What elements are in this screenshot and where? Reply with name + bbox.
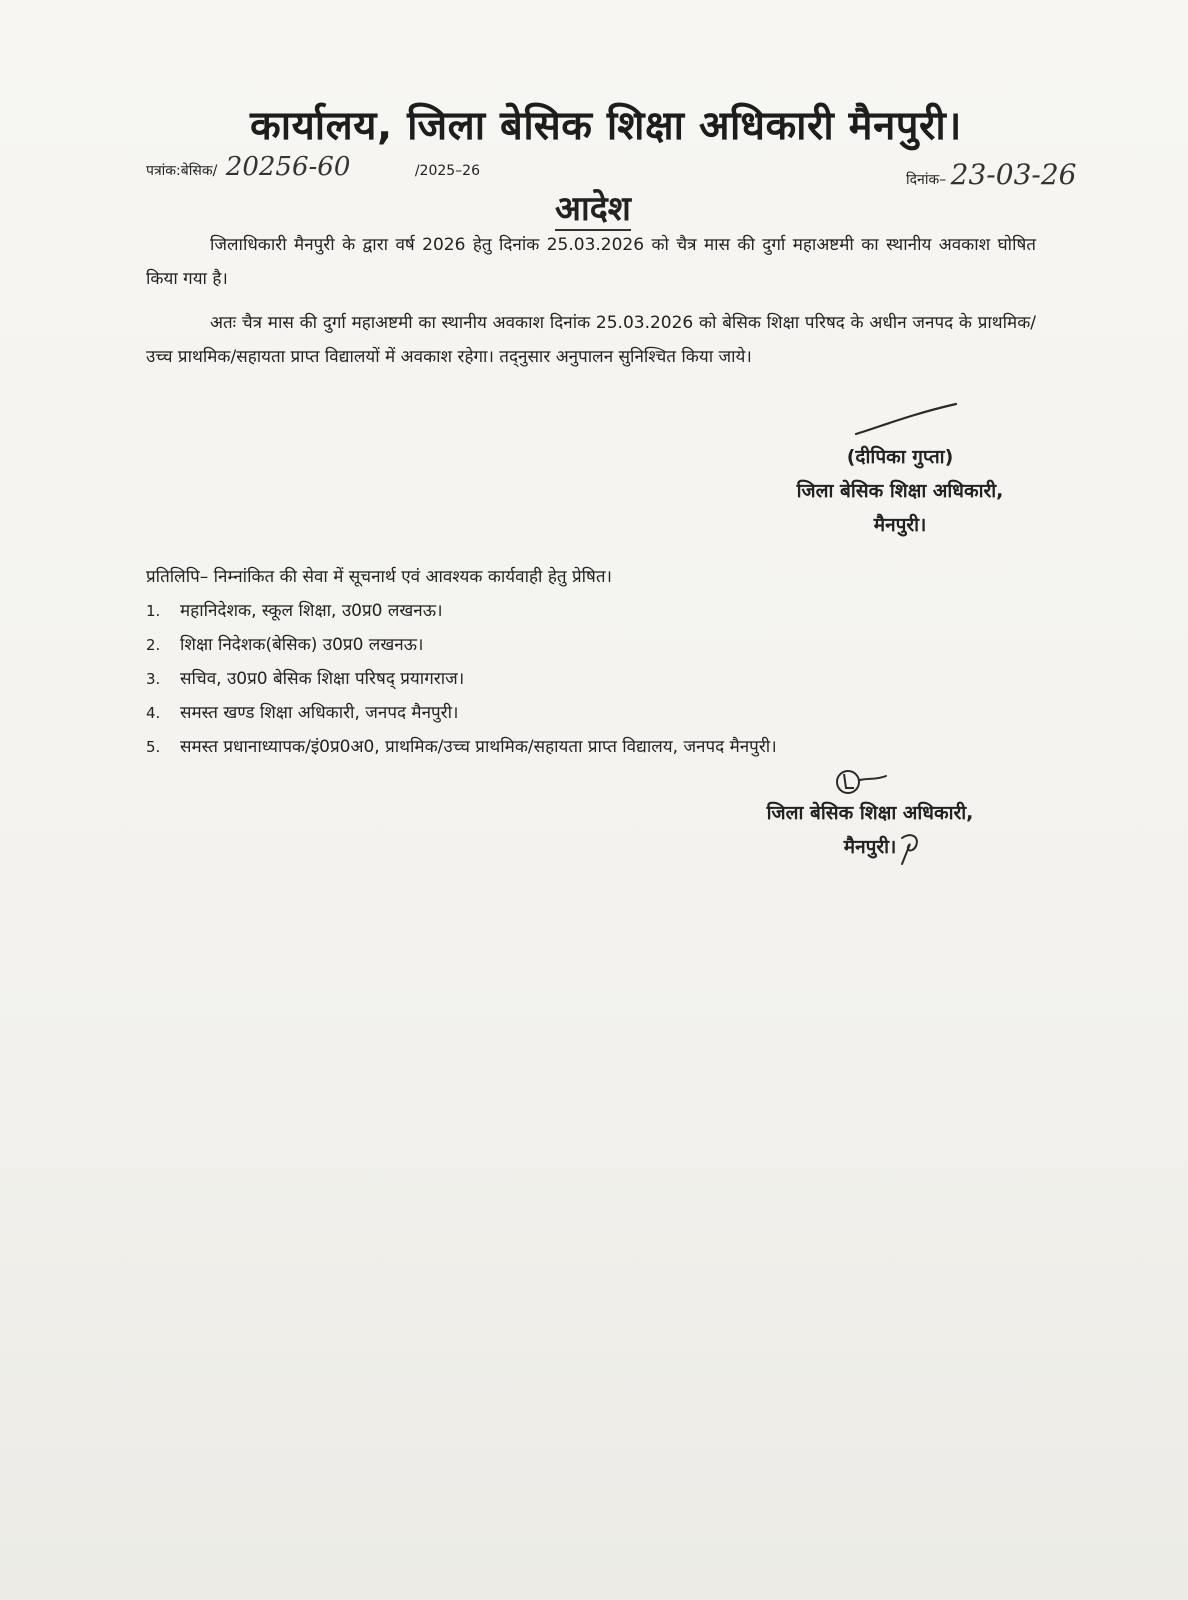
reference-number-handwritten: 20256-60 <box>225 152 351 182</box>
signatory-designation: जिला बेसिक शिक्षा अधिकारी, <box>796 480 1004 502</box>
signatory-block-2 <box>740 796 1000 864</box>
date-label: दिनांक– <box>906 172 947 188</box>
list-item-number: 4. <box>146 704 161 722</box>
reference-year: /2025–26 <box>414 163 480 179</box>
order-title: आदेश <box>555 190 631 231</box>
signatory-block <box>760 440 1040 542</box>
reference-label: पत्रांक:बेसिक/ <box>146 163 218 179</box>
copy-list <box>146 594 1026 764</box>
list-item <box>146 594 1026 628</box>
list-item <box>146 662 1026 696</box>
list-item-number: 2. <box>146 636 161 654</box>
order-paragraph-2 <box>146 306 1036 374</box>
signature-stroke-icon <box>852 400 962 444</box>
list-item-number: 3. <box>146 670 161 688</box>
list-item-number: 5. <box>146 738 161 756</box>
order-paragraph-2-text: अतः चैत्र मास की दुर्गा महाअष्टमी का स्थानीय अवकाश दिनांक 25.03.2026 को बेसिक शिक्षा परिषद के अधीन जनपद के प्राथमिक/उच्च प्राथमिक/सहायता प्राप्त विद्यालयों में अवकाश रहेगा। तद्नुसार अनुपालन सुनिश्चित किया जाये। <box>146 313 1036 367</box>
signatory-2-designation: जिला बेसिक शिक्षा अधिकारी, <box>766 802 974 824</box>
order-paragraph-1 <box>146 228 1036 296</box>
reference-row <box>146 152 480 182</box>
list-item-text: समस्त प्रधानाध्यापक/इं0प्र0अ0, प्राथमिक/उच्च प्राथमिक/सहायता प्राप्त विद्यालय, जनपद मैनपुरी। <box>180 737 777 757</box>
list-item <box>146 628 1026 662</box>
list-item-number: 1. <box>146 602 161 620</box>
list-item <box>146 696 1026 730</box>
copy-heading: प्रतिलिपि– निम्नांकित की सेवा में सूचनार्थ एवं आवश्यक कार्यवाही हेतु प्रेषित। <box>146 567 612 587</box>
date-row <box>906 158 1076 191</box>
signatory-name: (दीपिका गुप्ता) <box>846 446 954 468</box>
list-item-text: सचिव, उ0प्र0 बेसिक शिक्षा परिषद् प्रयागराज। <box>180 669 465 689</box>
order-paragraph-1-text: जिलाधिकारी मैनपुरी के द्वारा वर्ष 2026 हेतु दिनांक 25.03.2026 को चैत्र मास की दुर्गा महाअष्टमी का स्थानीय अवकाश घोषित किया गया है। <box>146 235 1036 289</box>
signatory-2-place: मैनपुरी। <box>843 836 897 858</box>
copy-to-section <box>146 560 1026 764</box>
initial-scribble-icon-2 <box>896 828 926 872</box>
list-item-text: समस्त खण्ड शिक्षा अधिकारी, जनपद मैनपुरी। <box>180 703 459 723</box>
date-value-handwritten: 23-03-26 <box>950 158 1077 191</box>
signatory-place: मैनपुरी। <box>873 514 927 536</box>
list-item-text: महानिदेशक, स्कूल शिक्षा, उ0प्र0 लखनऊ। <box>180 601 443 621</box>
list-item <box>146 730 1026 764</box>
list-item-text: शिक्षा निदेशक(बेसिक) उ0प्र0 लखनऊ। <box>180 635 424 655</box>
office-header-title: कार्यालय, जिला बेसिक शिक्षा अधिकारी मैनपुरी। <box>250 103 962 149</box>
